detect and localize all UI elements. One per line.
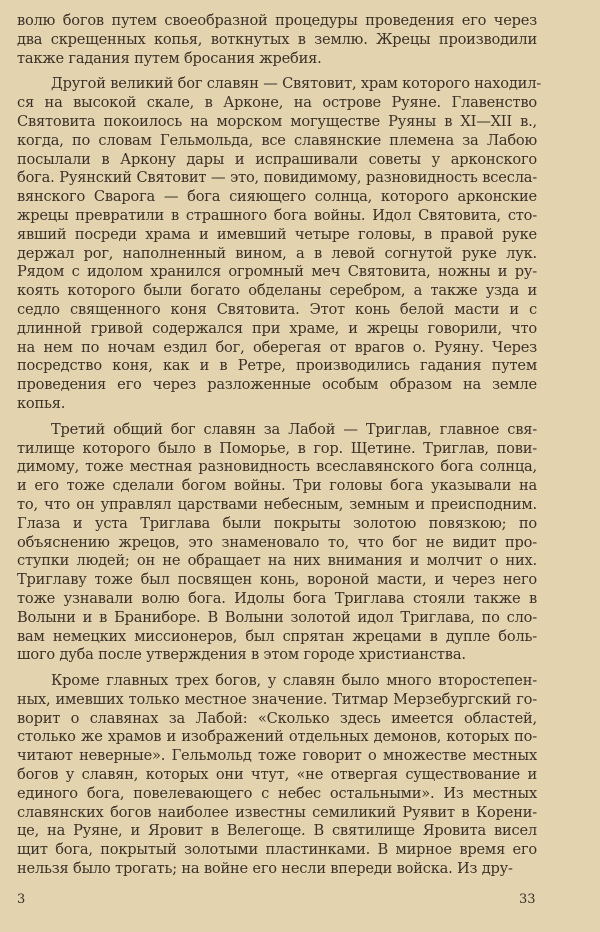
text-line: нельзя было трогать; на войне его несли впереди войска. Из дру- xyxy=(17,860,513,878)
text-line: два скрещенных копья, воткнутых в землю. Жрецы производили xyxy=(17,30,537,48)
text-line: Другой великий бог славян — Святовит, храм которого находил- xyxy=(51,75,542,93)
text-line: Триглаву тоже был посвящен конь, вороной масти, и через него xyxy=(17,571,537,589)
paragraph xyxy=(17,12,537,68)
text-line: держал рог, наполненный вином, а в левой согнутой руке лук. xyxy=(17,244,537,262)
text-line: посылали в Аркону дары и испрашивали советы у арконского xyxy=(17,150,537,168)
text-line: единого бога, повелевающего с небес остальными». Из местных xyxy=(17,784,537,802)
text-line: и его тоже сделали богом войны. Три головы бога указывали на xyxy=(17,477,537,495)
signature-mark: 3 xyxy=(17,892,26,907)
text-line: то, что он управлял царствами небесным, земным и преисподним. xyxy=(17,495,537,513)
page-body xyxy=(17,12,542,879)
text-line: Третий общий бог славян за Лабой — Триглав, главное свя- xyxy=(51,420,537,438)
text-line: Рядом с идолом хранился огромный меч Святовита, ножны и ру- xyxy=(17,263,537,281)
text-line: столько же храмов и изображений отдельных демонов, которых по- xyxy=(17,728,537,746)
page-number: 33 xyxy=(519,892,536,907)
text-line: Кроме главных трех богов, у славян было много второстепен- xyxy=(51,672,537,690)
text-line: тилище которого было в Поморье, в гор. Щетине. Триглав, пови- xyxy=(17,439,537,457)
text-line: коять которого были богато обделаны серебром, а также узда и xyxy=(17,282,537,300)
text-line: славянских богов наиболее известны семиликий Руявит в Корени- xyxy=(17,803,537,821)
text-line: когда, по словам Гельмольда, все славянские племена за Лабою xyxy=(17,131,537,149)
text-line: Святовита покоилось на морском могуществе Руяны в XI—XII в., xyxy=(17,112,537,130)
text-line: ступки людей; он не обращает на них внимания и молчит о них. xyxy=(17,552,537,570)
text-line: бога. Руянский Святовит — это, повидимому, разновидность всесла- xyxy=(17,169,537,187)
text-line: вянского Сварога — бога сияющего солнца, которого арконские xyxy=(17,188,537,206)
text-line: богов у славян, которых они чтут, «не отвергая существование и xyxy=(17,766,537,784)
text-line: шого дуба после утверждения в этом городе христианства. xyxy=(17,646,466,664)
text-line: щит бога, покрытый золотыми пластинками. В мирное время его xyxy=(17,841,537,859)
text-line: тоже узнавали волю бога. Идолы бога Триглава стояли также в xyxy=(17,589,537,607)
text-line: Глаза и уста Триглава были покрыты золотою повязкою; по xyxy=(17,514,537,532)
text-line: ных, имевших только местное значение. Титмар Мерзебургский го- xyxy=(17,690,537,708)
text-line: проведения его через разложенные особым образом на земле xyxy=(17,376,537,394)
text-line: Волыни и в Бранибope. В Волыни золотой идол Триглава, по сло- xyxy=(17,608,537,626)
text-line: копья. xyxy=(17,394,66,412)
text-line: седло священного коня Святовита. Этот конь белой масти и с xyxy=(17,300,537,318)
text-line: волю богов путем своеобразной процедуры проведения его через xyxy=(17,12,537,29)
text-line: жрецы превратили в страшного бога войны. Идол Святовита, сто- xyxy=(17,206,537,224)
text-line: ворит о славянах за Лабой: «Сколько здесь имеется областей, xyxy=(17,709,537,727)
paragraph xyxy=(17,421,537,665)
text-line: объяснению жрецов, это знаменовало то, что бог не видит про- xyxy=(17,533,537,551)
text-line: явший посреди храма и имевший четыре головы, в правой руке xyxy=(17,225,537,243)
text-line: посредство коня, как и в Ретре, производились гадания путем xyxy=(17,357,537,375)
text-line: ся на высокой скале, в Арконе, на острове Руяне. Главенство xyxy=(17,94,537,112)
text-line: це, на Руяне, и Яровит в Велегоще. В святилище Яровита висел xyxy=(17,822,537,840)
text-line: вам немецких миссионеров, был спрятан жрецами в дупле боль- xyxy=(17,627,537,645)
text-line: также гадания путем бросания жребия. xyxy=(17,49,322,67)
text-line: димому, тоже местная разновидность всеславянского бога солнца, xyxy=(17,458,537,476)
text-line: длинной гривой содержался при храме, и жрецы говорили, что xyxy=(17,319,537,337)
text-line: на нем по ночам ездил бог, оберегая от врагов о. Руяну. Через xyxy=(17,338,537,356)
paragraph xyxy=(17,672,537,879)
text-line: читают неверные». Гельмольд тоже говорит о множестве местных xyxy=(17,747,537,765)
paragraph xyxy=(17,75,542,413)
